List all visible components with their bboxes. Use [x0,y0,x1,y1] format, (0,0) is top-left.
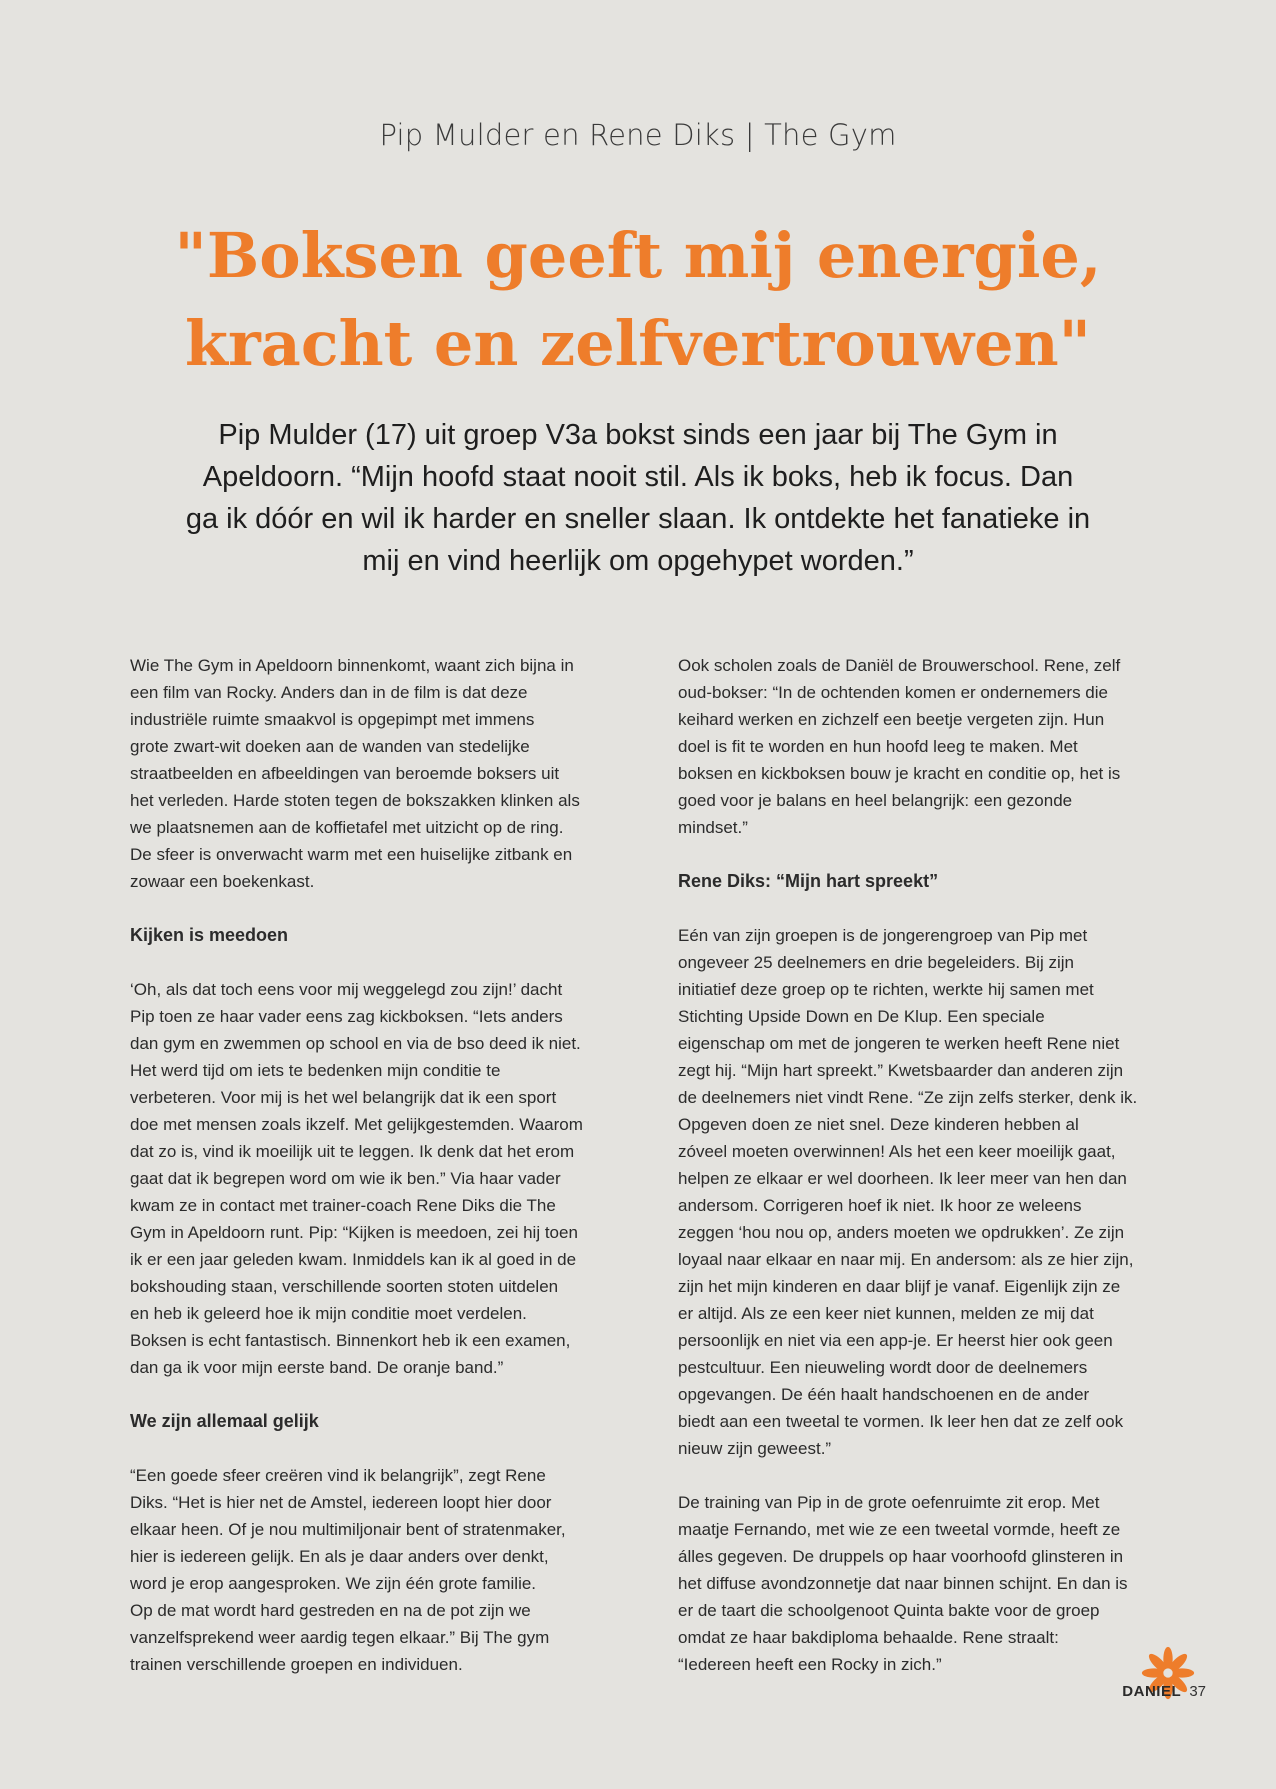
headline-line-2: kracht en zelfvertrouwen" [185,307,1091,380]
body-paragraph [678,922,1158,1462]
text-line: dan gym en zwemmen op school en via de bso deed ik niet. [130,1034,581,1053]
text-line: Opgeven doen ze niet snel. Deze kinderen hebben al [678,1115,1079,1134]
text-line: er de taart die schoolgenoot Quinta bakte voor de groep [678,1601,1100,1620]
text-line: zijn het mijn kinderen en daar blijf je vanaf. Eigenlijk zijn ze [678,1277,1121,1296]
text-line: loyaal naar elkaar en naar mij. En andersom: als ze hier zijn, [678,1250,1134,1269]
body-paragraph [130,652,616,895]
headline-line-1: "Boksen geeft mij energie, [174,219,1102,292]
text-line: bokshouding staan, verschillende soorten stoten uitdelen [130,1277,559,1296]
text-line: andersom. Corrigeren hoef ik niet. Ik hoor ze weleens [678,1196,1082,1215]
left-column [130,652,616,1678]
text-line: kwam ze in contact met trainer-coach Rene Diks die The [130,1196,556,1215]
text-line: Boksen is echt fantastisch. Binnenkort heb ik een examen, [130,1331,571,1350]
text-line: zeggen ‘hou nou op, anders moeten we opdrukken’. Ze zijn [678,1223,1125,1242]
text-line: dan ga ik voor mijn eerste band. De oranje band.” [130,1358,504,1377]
page-number: 37 [1189,1683,1206,1700]
right-column [678,652,1158,1678]
text-line: initiatief deze groep op te richten, werkte hij samen met [678,980,1094,999]
text-line: er altijd. Als ze een keer niet kunnen, melden ze mij dat [678,1304,1094,1323]
intro-line-4: mij en vind heerlijk om opgehypet worden.” [362,545,914,577]
text-line: oud-bokser: “In de ochtenden komen er ondernemers die [678,683,1108,702]
text-line: biedt aan een tweetal te vormen. Ik leer hen dat ze zelf ook [678,1412,1124,1431]
text-line: nieuw zijn geweest.” [678,1439,832,1458]
text-line: Op de mat wordt hard gestreden en na de pot zijn we [130,1601,531,1620]
text-line: verbeteren. Voor mij is het wel belangrijk dat ik een sport [130,1088,557,1107]
intro-line-3: ga ik dóór en wil ik harder en sneller slaan. Ik ontdekte het fanatieke in [185,503,1091,535]
text-line: een film van Rocky. Anders dan in de film is dat deze [130,683,528,702]
section-heading-gelijk: We zijn allemaal gelijk [130,1411,319,1431]
text-line: Wie The Gym in Apeldoorn binnenkomt, waant zich bijna in [130,656,574,675]
text-line: ik er een jaar geleden kwam. Inmiddels kan ik al goed in de [130,1250,577,1269]
text-line: omdat ze haar bakdiploma behaalde. Rene straalt: [678,1628,1059,1647]
article-kicker: Pip Mulder en Rene Diks | The Gym [379,118,897,152]
text-line: grote zwart-wit doeken aan de wanden van stedelijke [130,737,530,756]
text-line: gaat dat ik begrepen word om wie ik ben.” Via haar vader [130,1169,561,1188]
text-line: keihard werken en zichzelf een beetje vergeten zijn. Hun [678,710,1105,729]
text-line: De training van Pip in de grote oefenruimte zit erop. Met [678,1493,1100,1512]
intro-line-1: Pip Mulder (17) uit groep V3a bokst sinds een jaar bij The Gym in [218,419,1058,451]
text-line: het verleden. Harde stoten tegen de bokszakken klinken als [130,791,580,810]
text-line: Gym in Apeldoorn runt. Pip: “Kijken is meedoen, zei hij toen [130,1223,578,1242]
text-line: zegt hij. “Mijn hart spreekt.” Kwetsbaarder dan anderen zijn [678,1061,1124,1080]
text-line: goed voor je balans en heel belangrijk: een gezonde [678,791,1073,810]
body-paragraph [678,1489,1158,1678]
text-line: Eén van zijn groepen is de jongerengroep van Pip met [678,926,1088,945]
text-line: maatje Fernando, met wie ze een tweetal vormde, heeft ze [678,1520,1121,1539]
text-line: doe met mensen zoals ikzelf. Met gelijkgestemden. Waarom [130,1115,583,1134]
text-line: straatbeelden en afbeeldingen van beroemde boksers uit [130,764,560,783]
text-line: zóveel moeten overwinnen! Als het een keer moeilijk gaat, [678,1142,1116,1161]
page-footer [1122,1683,1206,1700]
body-paragraph [130,1462,616,1678]
text-line: álles gegeven. De druppels op haar voorhoofd glinsteren in [678,1547,1124,1566]
text-line: hier is iedereen gelijk. En als je daar anders over denkt, [130,1547,549,1566]
text-line: dat zo is, vind ik moeilijk uit te leggen. Ik denk dat het erom [130,1142,575,1161]
text-line: De sfeer is onverwacht warm met een huiselijke zitbank en [130,845,573,864]
intro-line-2: Apeldoorn. “Mijn hoofd staat nooit stil. Als ik boks, heb ik focus. Dan [202,461,1074,493]
text-line: Diks. “Het is hier net de Amstel, iedereen loopt hier door [130,1493,552,1512]
text-line: “Een goede sfeer creëren vind ik belangrijk”, zegt Rene [130,1466,546,1485]
text-line: mindset.” [678,818,748,837]
text-line: trainen verschillende groepen en individuen. [130,1655,463,1674]
text-line: ongeveer 25 deelnemers en drie begeleiders. Bij zijn [678,953,1074,972]
text-line: Stichting Upside Down en De Klup. Een speciale [678,1007,1045,1026]
text-line: helpen ze elkaar er wel doorheen. Ik leer meer van hen dan [678,1169,1127,1188]
text-line: eigenschap om met de jongeren te werken heeft Rene niet [678,1034,1120,1053]
text-line: opgevangen. De één haalt handschoenen en de ander [678,1385,1090,1404]
text-line: word je erop aangesproken. We zijn één grote familie. [130,1574,537,1593]
text-line: Ook scholen zoals de Daniël de Brouwerschool. Rene, zelf [678,656,1121,675]
text-line: de deelnemers niet vindt Rene. “Ze zijn zelfs sterker, denk ik. [678,1088,1138,1107]
text-line: boksen en kickboksen bouw je kracht en conditie op, het is [678,764,1121,783]
text-line: we plaatsnemen aan de koffietafel met uitzicht op de ring. [130,818,564,837]
text-line: persoonlijk en niet via een app-je. Er heerst hier ook geen [678,1331,1113,1350]
article-intro [118,414,1158,582]
text-line: vanzelfsprekend weer aardig tegen elkaar.” Bij The gym [130,1628,550,1647]
body-paragraph [130,976,616,1381]
text-line: Pip toen ze haar vader eens zag kickboksen. “Iets anders [130,1007,563,1026]
text-line: zowaar een boekenkast. [130,872,315,891]
text-line: ‘Oh, als dat toch eens voor mij weggelegd zou zijn!’ dacht [130,980,563,999]
text-line: “Iedereen heeft een Rocky in zich.” [678,1655,942,1674]
section-heading-kijken: Kijken is meedoen [130,925,289,945]
text-line: doel is fit te worden en hun hoofd leeg te maken. Met [678,737,1078,756]
text-line: industriële ruimte smaakvol is opgepimpt met immens [130,710,535,729]
text-line: Het werd tijd om iets te bedenken mijn conditie te [130,1061,501,1080]
text-line: elkaar heen. Of je nou multimiljonair bent of stratenmaker, [130,1520,566,1539]
body-paragraph [678,652,1158,841]
text-line: pestcultuur. Een nieuweling wordt door de deelnemers [678,1358,1088,1377]
magazine-brand: DANIEL [1122,1683,1182,1700]
section-heading-hart: Rene Diks: “Mijn hart spreekt” [678,871,939,891]
text-line: en heb ik geleerd hoe ik mijn conditie moet verdelen. [130,1304,527,1323]
article-headline [0,212,1276,388]
text-line: het diffuse avondzonnetje dat naar binnen schijnt. En dan is [678,1574,1128,1593]
